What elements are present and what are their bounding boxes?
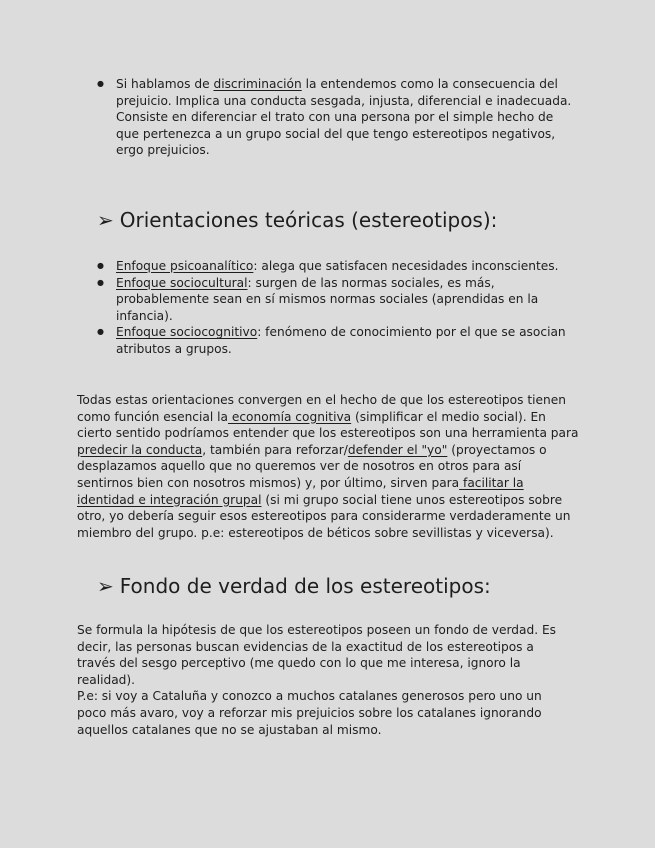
fondo-verdad-paragraph bbox=[77, 622, 563, 738]
list-item-text: : surgen de las normas sociales, es más, probablemente sean en sí mismos normas sociales (aprendidas en la infancia). bbox=[116, 275, 539, 323]
discrimination-term: discriminación bbox=[213, 77, 302, 91]
section-heading-orientaciones bbox=[97, 208, 497, 232]
list-item-term: Enfoque sociocultural bbox=[116, 275, 248, 290]
discrimination-text: Si hablamos de discriminación la entendemos como la consecuencia del prejuicio. Implica una conducta sesgada, injusta, diferencial e inadecuada. bbox=[116, 77, 572, 108]
list-item-term: Enfoque psicoanalítico bbox=[116, 259, 254, 273]
list-item bbox=[97, 76, 575, 159]
discrimination-text-2: Consiste en diferenciar el trato con una persona por el simple hecho de que pertenezca a un grupo social del que tengo estereotipos negativos, ergo prejuicios. bbox=[116, 110, 556, 158]
list-item-term: Enfoque sociocognitivo bbox=[116, 325, 258, 340]
fondo-verdad-example: P.e: si voy a Cataluña y conozco a muchos catalanes generosos pero uno un poco más avaro, voy a reforzar mis prejuicios sobre los catalanes ignorando aquellos catalanes que no se ajustaban al mismo. bbox=[77, 689, 542, 737]
section-title: Fondo de verdad de los estereotipos: bbox=[119, 574, 491, 598]
list-item bbox=[97, 324, 581, 357]
list-item bbox=[97, 275, 581, 325]
arrow-icon: ➢ bbox=[97, 208, 114, 232]
list-item-text: : fenómeno de conocimiento por el que se asocian atributos a grupos. bbox=[116, 325, 566, 356]
term-economia-cognitiva: economía cognitiva bbox=[227, 409, 352, 424]
term-predecir-conducta: predecir la conducta bbox=[77, 442, 203, 457]
section-heading-fondo-verdad bbox=[97, 574, 491, 598]
list-item bbox=[97, 258, 581, 275]
discrimination-list bbox=[97, 76, 575, 159]
orientaciones-list bbox=[97, 258, 581, 358]
term-identidad-grupal: facilitar la identidad e integración grupal bbox=[77, 475, 524, 507]
arrow-icon: ➢ bbox=[97, 574, 114, 598]
section-title: Orientaciones teóricas (estereotipos): bbox=[119, 208, 498, 232]
term-defender-yo: defender el "yo" bbox=[347, 442, 448, 457]
list-item-text: : alega que satisfacen necesidades inconscientes. bbox=[253, 259, 559, 273]
orientaciones-paragraph: Todas estas orientaciones convergen en el hecho de que los estereotipos tienen como función esencial la economía cognitiva (simplificar el medio social). En cierto sentido podríamos entender que los estereotipos son una herramienta para predecir la conducta, también para reforzar/defender el "yo" (proyectamos o desplazamos aquello que no queremos ver de nosotros en otros para así sentirnos bien con nosotros mismos) y, por último, sirven para facilitar la identidad e integración grupal (si mi grupo social tiene unos estereotipos sobre otro, yo debería seguir esos estereotipos para considerarme verdaderamente un miembro del grupo. p.e: estereotipos de béticos sobre sevillistas y viceversa). bbox=[77, 393, 579, 540]
fondo-verdad-text: Se formula la hipótesis de que los estereotipos poseen un fondo de verdad. Es decir, las personas buscan evidencias de la exactitud de los estereotipos a través del sesgo perceptivo (me quedo con lo que me interesa, ignoro la realidad). bbox=[77, 623, 557, 687]
